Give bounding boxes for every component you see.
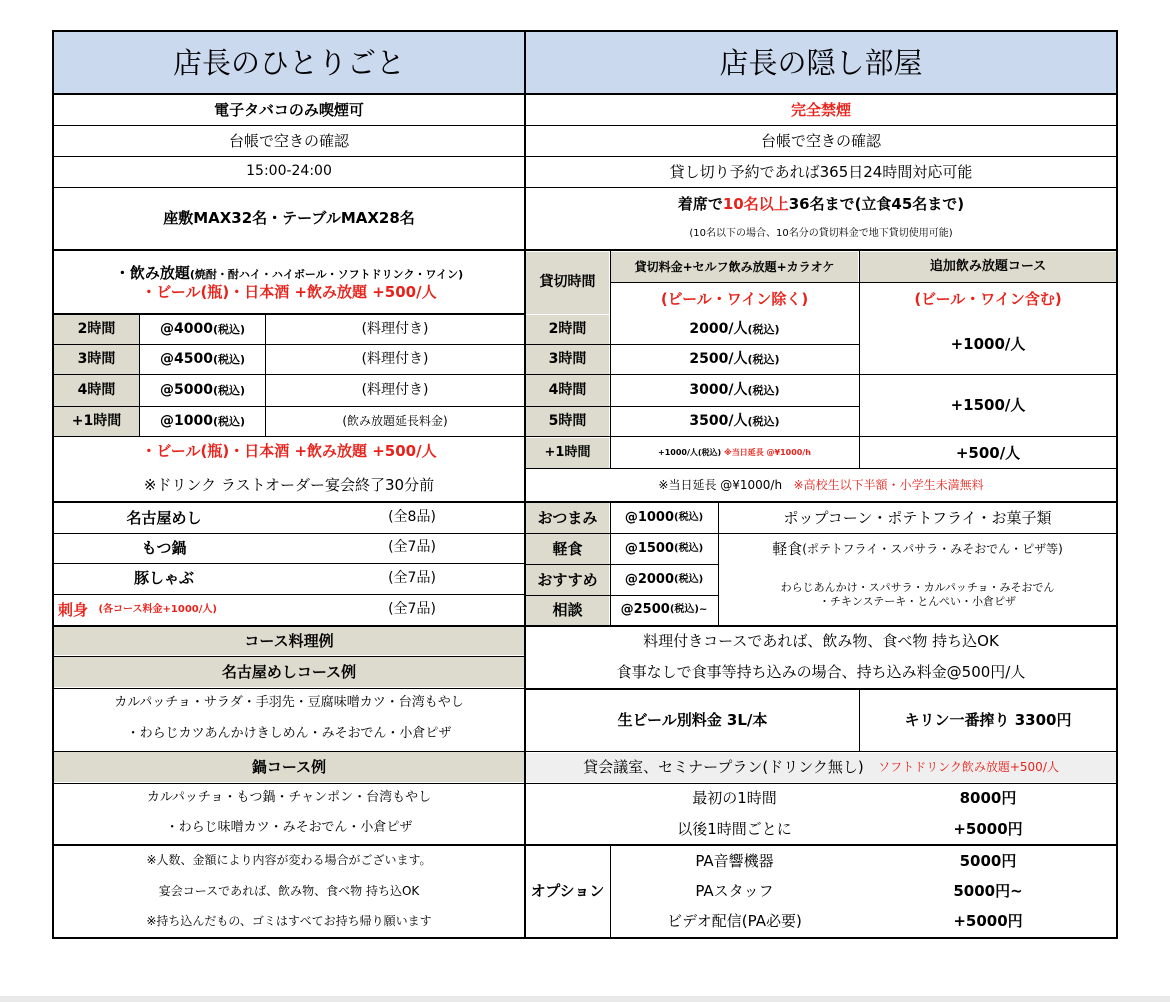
seminar-plan: 貸会議室、セミナープラン(ドリンク無し) ソフトドリンク飲み放題+500/人 <box>526 753 1116 782</box>
kirin-price: キリン一番搾り 3300円 <box>904 711 1072 730</box>
plan-price: @1000 (税込) <box>159 412 246 429</box>
course-name: もつ鍋 <box>141 538 187 557</box>
charter-24h: 貸し切り予約であれば365日24時間対応可能 <box>669 162 973 181</box>
charter-duration: 2時間 <box>526 315 609 344</box>
left-hours: 15:00-24:00 <box>246 163 332 180</box>
charter-price: 3500/人 (税込) <box>689 412 780 429</box>
option-price: +5000円 <box>953 911 1023 930</box>
menu-desc: ポップコーン・ポテトフライ・お菓子類 <box>783 508 1052 527</box>
nomihodai-header <box>54 252 524 314</box>
seminar-row-label: 以後1時間ごとに <box>677 819 792 838</box>
course-count: (全7品) <box>388 539 436 556</box>
left-smoking: 電子タバコのみ喫煙可 <box>214 100 364 119</box>
nagoya-line: カルパッチョ・サラダ・手羽先・豆腐味噌カツ・台湾もやし <box>114 694 464 710</box>
nomihodai-title: ・飲み放題 <box>114 264 190 283</box>
note-line: ※人数、金額により内容が変わる場合がございます。 <box>146 852 432 867</box>
right-title: 店長の隠し部屋 <box>526 32 1116 94</box>
option-label: オプション <box>530 881 605 900</box>
beer-option-2: ・ビール(瓶)・日本酒 +飲み放題 +500/人 <box>141 441 437 460</box>
beer-price: 生ビール別料金 3L/本 <box>617 711 768 730</box>
plan-note: (料理付き) <box>361 350 429 367</box>
capacity-note: (10名以下の場合、10名分の貸切料金で地下貸切使用可能) <box>689 227 953 239</box>
plus1-price: +1000/人(税込) ※当日延長 @¥1000/h <box>657 448 811 457</box>
charter-duration: 3時間 <box>526 345 609 374</box>
seminar-row-price: 8000円 <box>959 789 1017 808</box>
left-capacity: 座敷MAX32名・テーブルMAX28名 <box>163 209 415 228</box>
right-availability: 台帳で空きの確認 <box>760 131 881 150</box>
charter-label: 貸切時間 <box>526 252 609 314</box>
plan-price: @5000 (税込) <box>159 381 246 398</box>
charter-price: 3000/人 (税込) <box>689 381 780 398</box>
seminar-row-price: +5000円 <box>953 819 1023 838</box>
right-capacity: 着席で 10名以上 36名まで(立食45名まで) <box>677 194 965 213</box>
menu-label: おつまみ <box>526 503 609 533</box>
option-item: PAスタッフ <box>695 881 774 900</box>
course-example-header: コース料理例 <box>54 627 524 655</box>
plan-price: @4000 (税込) <box>159 320 246 337</box>
course-count: (全7品) <box>388 601 436 618</box>
page-footer-bar <box>0 996 1170 1002</box>
charter-duration: 4時間 <box>526 375 609 406</box>
charter-price: 2000/人 (税込) <box>689 320 780 337</box>
charter-duration: +1時間 <box>526 438 609 468</box>
nabe-line: ・わらじ味噌カツ・みそおでん・小倉ピザ <box>165 820 413 836</box>
left-title: 店長のひとりごと <box>54 32 524 94</box>
course-count: (全8品) <box>388 509 436 526</box>
menu-label: おすすめ <box>526 565 609 595</box>
option-price: 5000円~ <box>953 881 1023 900</box>
bring-in-line: 料理付きコースであれば、飲み物、食べ物 持ち込OK <box>643 632 999 651</box>
plan-duration: +1時間 <box>54 407 139 436</box>
option-item: PA音響機器 <box>695 851 774 870</box>
plus1-extra: +500/人 <box>955 443 1021 462</box>
nagoya-header: 名古屋めしコース例 <box>54 657 524 687</box>
nabe-line: カルパッチョ・もつ鍋・チャンポン・台湾もやし <box>146 790 432 806</box>
plan-note: (料理付き) <box>361 320 429 337</box>
option-price: 5000円 <box>959 851 1017 870</box>
note-line: ※持ち込んだもの、ゴミはすべてお持ち帰り願います <box>146 913 432 928</box>
charter-col2-header: 追加飲み放題コース <box>860 252 1116 282</box>
menu-label: 軽食 <box>526 534 609 564</box>
menu-desc: 軽食 (ポテトフライ・スパサラ・みそおでん・ピザ等) <box>772 539 1063 558</box>
charter-col1-header: 貸切料金+セルフ飲み放題+カラオケ <box>611 252 858 282</box>
last-order: ※ドリンク ラストオーダー宴会終了30分前 <box>143 476 435 495</box>
osusume-desc: わらじあんかけ・スパサラ・カルパッチョ・みそおでん ・チキンステーキ・とんぺい・小倉ピザ <box>780 581 1055 608</box>
menu-price: @2500 (税込)~ <box>620 602 708 618</box>
menu-label: 相談 <box>526 596 609 625</box>
menu-price: @1000 (税込) <box>624 509 704 525</box>
menu-price: @1500 (税込) <box>624 540 704 556</box>
nomihodai-note: (焼酎・酎ハイ・ハイボール・ソフトドリンク・ワイン) <box>189 268 464 282</box>
option-item: ビデオ配信(PA必要) <box>667 911 802 930</box>
left-availability: 台帳で空きの確認 <box>228 131 349 150</box>
extra-price: +1500/人 <box>950 396 1026 415</box>
course-name: 名古屋めし <box>126 508 202 527</box>
course-name: 豚しゃぶ <box>133 569 194 588</box>
plan-duration: 3時間 <box>54 345 139 374</box>
sashimi: 刺身 (各コース料金+1000/人) <box>58 600 217 619</box>
nabe-header: 鍋コース例 <box>54 752 524 782</box>
course-count: (全7品) <box>388 569 436 586</box>
bring-in-line: 食事なしで食事等持ち込みの場合、持ち込み料金@500円/人 <box>616 663 1026 682</box>
note-line: 宴会コースであれば、飲み物、食べ物 持ち込OK <box>158 883 420 898</box>
charter-col1-sub: (ビール・ワイン除く) <box>660 289 809 308</box>
menu-price: @2000 (税込) <box>624 571 704 587</box>
seminar-row-label: 最初の1時間 <box>692 789 777 808</box>
charter-price: 2500/人 (税込) <box>689 350 780 367</box>
plan-duration: 2時間 <box>54 315 139 344</box>
plan-price: @4500 (税込) <box>159 350 246 367</box>
charter-duration: 5時間 <box>526 407 609 436</box>
charter-col2-sub: (ビール・ワイン含む) <box>914 289 1062 308</box>
charter-notice: ※当日延長 @¥1000/h ※高校生以下半額・小学生未満無料 <box>658 478 984 492</box>
plan-note: (飲み放題延長料金) <box>342 414 448 428</box>
extra-price: +1000/人 <box>950 335 1026 354</box>
beer-option: ・ビール(瓶)・日本酒 +飲み放題 +500/人 <box>141 283 437 301</box>
plan-note: (料理付き) <box>361 381 429 398</box>
nagoya-line: ・わらじカツあんかけきしめん・みそおでん・小倉ピザ <box>126 726 452 742</box>
plan-duration: 4時間 <box>54 375 139 406</box>
right-smoking: 完全禁煙 <box>790 100 851 119</box>
